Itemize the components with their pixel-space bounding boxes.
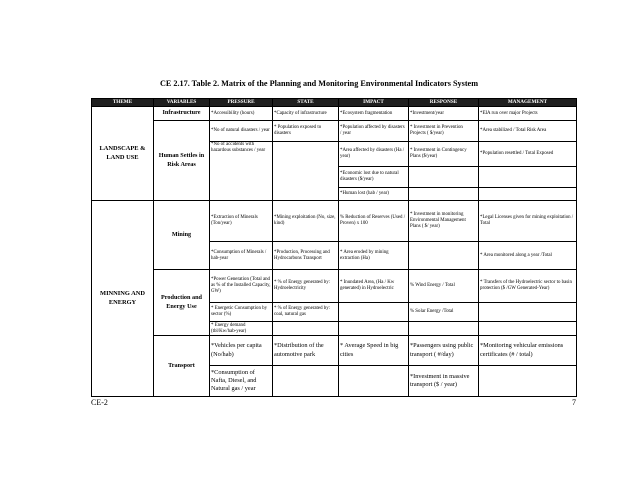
management-cell: *EIA run over major Projects [479, 107, 577, 121]
response-cell: *Passengers using public transport ( #/day) [409, 336, 479, 366]
footer-section-label: CE-2 [91, 398, 108, 407]
impact-cell: *Population affected by disasters / year [339, 121, 409, 142]
pressure-cell: *Consumption of Minerals / hab-year [210, 242, 273, 270]
page-number: 7 [572, 398, 576, 407]
state-cell: * % of Energy generated by: Hydroelectricity [273, 270, 339, 303]
header-pressure: PRESSURE [210, 99, 273, 107]
impact-cell: *Human lost (hab / year) [339, 188, 409, 201]
variable-cell: Production and Energy Use [154, 270, 210, 336]
management-cell: *Area stabilized / Total Risk Area [479, 121, 577, 142]
impact-cell [339, 366, 409, 397]
impact-cell: *Ecosystem fragmentation [339, 107, 409, 121]
state-cell [273, 322, 339, 336]
state-cell: *Mining exploitation (No, size, kind) [273, 201, 339, 242]
impact-cell [339, 322, 409, 336]
table-title: CE 2.17. Table 2. Matrix of the Planning and Monitoring Environmental Indicators System [159, 79, 479, 88]
management-cell [479, 303, 577, 322]
pressure-cell: *Extraction of Minerals (Ton/year) [210, 201, 273, 242]
management-cell [479, 322, 577, 336]
response-cell: * Investment in Contingency Plans ($/year) [409, 142, 479, 167]
header-theme: THEME [92, 99, 154, 107]
variable-cell: Mining [154, 201, 210, 270]
management-cell: * Area monitored along a year /Total [479, 242, 577, 270]
response-cell: % Wind Energy / Total [409, 270, 479, 303]
state-cell: * Population exposed to disasters [273, 121, 339, 142]
state-cell: * % of Energy generated by: coal, natural gas [273, 303, 339, 322]
response-cell [409, 188, 479, 201]
header-management: MANAGEMENT [479, 99, 577, 107]
header-response: RESPONSE [409, 99, 479, 107]
header-variables: VARIABLES [154, 99, 210, 107]
variable-cell: Human Settles in Risk Areas [154, 121, 210, 201]
impact-cell: * Inundated Area, (Ha / Kw generated) in Hydroelectric [339, 270, 409, 303]
variable-cell: Transport [154, 336, 210, 397]
state-cell: *Capacity of infrastructure [273, 107, 339, 121]
management-cell: *Population resettled / Total Exposed [479, 142, 577, 167]
response-cell: * Investment in monitoring Environmental Management Plans ( $/ year) [409, 201, 479, 242]
management-cell: * Transfers of the Hydroelectric sector to basin protection ($ /GW Generated-Year) [479, 270, 577, 303]
management-cell: *Legal Licenses given for mining exploitation / Total [479, 201, 577, 242]
impact-cell: * Average Speed in big cities [339, 336, 409, 366]
theme-cell: MINNING AND ENERGY [92, 201, 154, 397]
impact-cell: *Economic lost due to natural disasters ($/year) [339, 167, 409, 188]
impact-cell: *Area affected by disasters (Ha / year) [339, 142, 409, 167]
table-row [92, 270, 577, 303]
response-cell [409, 167, 479, 188]
header-row [92, 99, 577, 107]
pressure-cell: * Energy demand (tbl/Kw/hab-year) [210, 322, 273, 336]
header-state: STATE [273, 99, 339, 107]
state-cell [273, 142, 339, 201]
state-cell: *Production, Processing and Hydrocarbons Transport [273, 242, 339, 270]
impact-cell: * Area eroded by mining extraction (Ha) [339, 242, 409, 270]
table-row [92, 201, 577, 242]
pressure-cell: *Vehicles per capita (No/hab) [210, 336, 273, 366]
pressure-cell: *No of natural disasters / year [210, 121, 273, 142]
indicators-matrix-table [91, 98, 577, 397]
table-row [92, 336, 577, 366]
state-cell: *Distribution of the automotive park [273, 336, 339, 366]
table-row [92, 107, 577, 121]
response-cell: * Investment in Prevention Projects ( $/year) [409, 121, 479, 142]
header-impact: IMPACT [339, 99, 409, 107]
management-cell [479, 188, 577, 201]
pressure-cell: * Energetic Consumption by sector (%) [210, 303, 273, 322]
response-cell [409, 242, 479, 270]
pressure-cell: *No of accidents with hazardous substances / year [210, 142, 273, 201]
table-row [92, 121, 577, 142]
response-cell: *Investment in massive transport ($ / year) [409, 366, 479, 397]
state-cell [273, 366, 339, 397]
theme-cell: LANDSCAPE & LAND USE [92, 107, 154, 201]
impact-cell: % Reduction of Reserves (Used / Proven) x 100 [339, 201, 409, 242]
pressure-cell: *Accessibility (hours) [210, 107, 273, 121]
response-cell: % Solar Energy /Total [409, 303, 479, 322]
variable-cell: Infrastructure [154, 107, 210, 121]
response-cell [409, 322, 479, 336]
response-cell: *Investment/year [409, 107, 479, 121]
impact-cell [339, 303, 409, 322]
pressure-cell: *Power Generation (Total and as % of the Installed Capacity, GW) [210, 270, 273, 303]
management-cell: *Monitoring vehicular emissions certificates (# / total) [479, 336, 577, 366]
management-cell [479, 167, 577, 188]
pressure-cell: *Consumption of Nafta, Diesel, and Natural gas / year [210, 366, 273, 397]
management-cell [479, 366, 577, 397]
